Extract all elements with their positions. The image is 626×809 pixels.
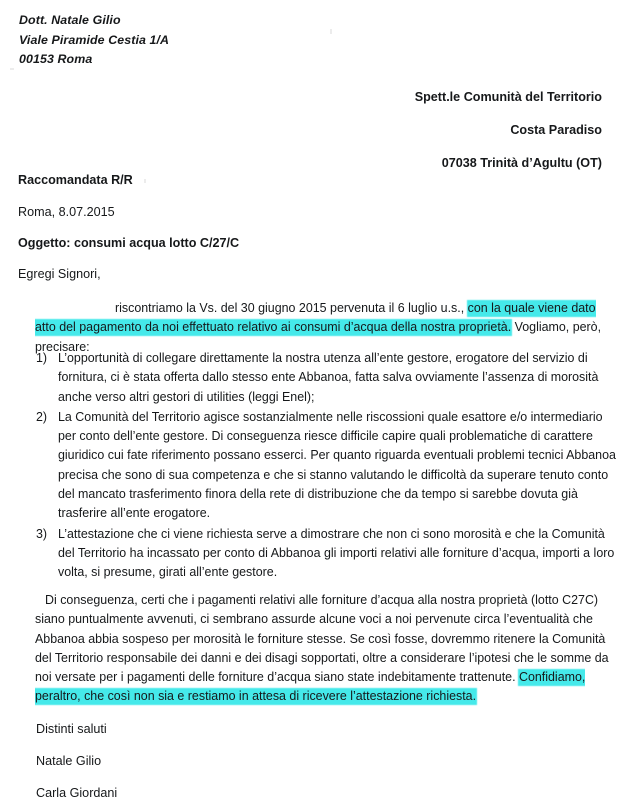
closing-paragraph: [35, 591, 613, 707]
list-item-marker: 1): [36, 351, 48, 365]
list-item-text: L’opportunità di collegare direttamente la nostra utenza all’ente gestore, erogatore del servizio di fornitura, ci è stata offerta dallo stesso ente Abbanoa, fatta salva ovviamente l’assenza di morosità anche verso altri gestori di utilities (leggi Enel);: [58, 351, 599, 404]
closing-salutation: Distinti saluti: [36, 722, 107, 736]
subject-line: Oggetto: consumi acqua lotto C/27/C: [18, 236, 240, 250]
list-item-marker: 2): [36, 409, 48, 424]
list-item: [36, 349, 621, 407]
list-item-text: L’attestazione che ci viene richiesta serve a dimostrare che non ci sono morosità e che la Comunità del Territorio ha incassato per conto di Abbanoa gli importi relativi alle forniture d’acqua, importi a loro volta, si presume, girati all’ente gestore.: [58, 526, 615, 580]
delivery-method-label: Raccomandata R/R: [18, 173, 133, 187]
recipient-address-block: [415, 81, 602, 180]
signer-name-2: Carla Giordani: [36, 786, 118, 800]
sender-address-block: [19, 11, 169, 70]
list-item: [36, 408, 621, 524]
place-and-date: Roma, 8.07.2015: [18, 205, 115, 219]
scan-speckle: [330, 29, 332, 34]
salutation: Egregi Signori,: [18, 267, 101, 281]
opening-text-after: Vogliamo, però, precisare:: [35, 320, 602, 354]
recipient-name: Spett.le Comunità del Territorio: [414, 90, 602, 104]
list-item-text: La Comunità del Territorio agisce sostanzialmente nelle riscossioni quale esattore e/o intermediario per conto dell’ente gestore. Di conseguenza riesce difficile capire quali problematiche di carattere giuridico cui fate riferimento possano esserci. Per quanto riguarda eventuali problemi tecnici Abbanoa precisa che sono di sua competenza e che si stanno valutando le difficoltà da superare tenuto conto del mancato trasferimento finora della rete di distribuzione che da tempo si sarebbe dovuta già trasferire all’ente erogatore.: [58, 409, 616, 521]
scan-speckle: [10, 68, 14, 70]
list-item: [36, 525, 621, 583]
signature-block: [36, 713, 117, 809]
recipient-locality: Costa Paradiso: [510, 123, 602, 137]
signer-name-1: Natale Gilio: [36, 754, 102, 768]
opening-highlighted-text: con la quale viene dato atto del pagamento da noi effettuato relativo ai consumi d’acqua della nostra proprietà.: [35, 301, 596, 335]
sender-street: Viale Piramide Cestia 1/A: [19, 32, 170, 47]
opening-text-before: riscontriamo la Vs. del 30 giugno 2015 pervenuta il 6 luglio u.s.,: [115, 301, 468, 315]
numbered-list: [36, 349, 621, 584]
sender-name: Dott. Natale Gilio: [19, 13, 121, 27]
recipient-postal-city: 07038 Trinità d’Agultu (OT): [441, 156, 602, 170]
closing-highlighted-text: Confidiamo, peraltro, che così non sia e restiamo in attesa di ricevere l’attestazione richiesta.: [35, 670, 586, 704]
scan-speckle: [144, 179, 146, 183]
closing-text: Di conseguenza, certi che i pagamenti relativi alle forniture d’acqua alla nostra proprietà (lotto C27C) siano puntualmente avvenuti, ci sembrano assurde alcune voci a noi pervenute circa l’eventualità che Abbanoa abbia sospeso per morosità le forniture stesse. Se così fosse, dovremmo ritenere la Comunità del Territorio responsabile dei danni e dei disagi sopportati, oltre a considerare l’ipotesi che le somme da noi versate per i pagamenti delle forniture d’acqua siano state indebitamente trattenute.: [35, 593, 609, 685]
sender-city: 00153 Roma: [19, 52, 93, 66]
list-item-marker: 3): [36, 526, 48, 541]
